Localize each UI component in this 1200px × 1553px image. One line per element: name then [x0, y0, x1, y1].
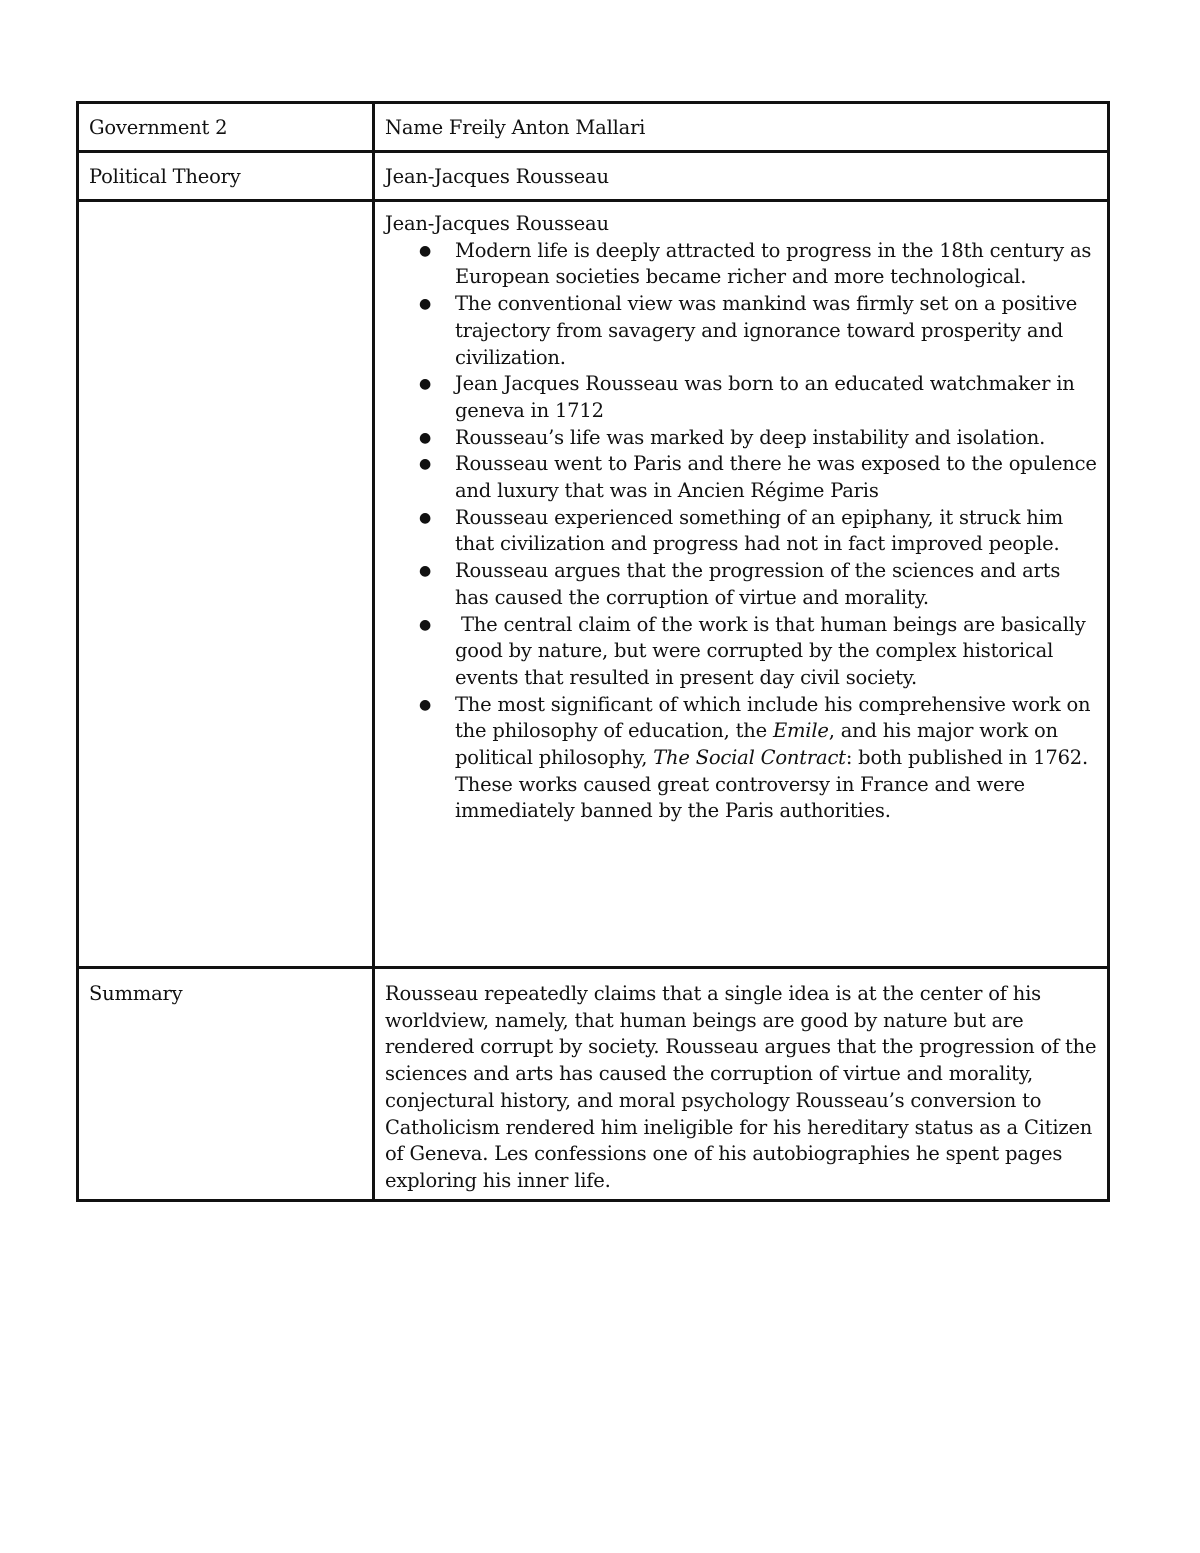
list-item-text: Rousseau’s life was marked by deep instability and isolation.	[455, 425, 1046, 449]
list-item	[419, 612, 1097, 692]
list-item	[419, 425, 1097, 452]
list-item-text: The conventional view was mankind was firmly set on a positive trajectory from savagery and ignorance toward prosperity and civilization.	[455, 292, 1078, 369]
notes-heading: Jean-Jacques Rousseau	[385, 212, 609, 235]
list-item	[419, 371, 1097, 424]
bullet-icon: ●	[419, 616, 432, 633]
list-item	[419, 505, 1097, 558]
list-item	[419, 558, 1097, 611]
list-item	[419, 238, 1097, 291]
list-item-text	[455, 693, 1090, 823]
bullet-icon: ●	[419, 296, 432, 313]
list-item-text: Jean Jacques Rousseau was born to an educated watchmaker in geneva in 1712	[455, 372, 1075, 422]
table-row	[78, 152, 1109, 201]
list-item	[419, 291, 1097, 371]
list-item-text: The central claim of the work is that human beings are basically good by nature, but were corrupted by the complex historical events that resulted in present day civil society.	[455, 612, 1092, 689]
bullet-icon: ●	[419, 563, 432, 580]
summary-cell	[374, 968, 1109, 1201]
notes-cell	[374, 201, 1109, 968]
bullet-icon: ●	[419, 429, 432, 446]
list-item-text: Modern life is deeply attracted to progress in the 18th century as European societies became richer and more technological.	[455, 238, 1092, 289]
notes-list	[385, 238, 1097, 825]
list-item	[419, 692, 1097, 826]
bullet-icon: ●	[419, 509, 432, 526]
subject-cell: Political Theory	[78, 152, 374, 201]
social-contract-title: The Social Contract	[653, 746, 846, 770]
summary-label-cell: Summary	[78, 968, 374, 1201]
topic-cell: Jean-Jacques Rousseau	[374, 152, 1109, 201]
bullet-icon: ●	[419, 376, 432, 393]
last-item-part-1: The most significant of which include his comprehensive work on the philosophy of education, the	[455, 692, 1091, 743]
bullet-icon: ●	[419, 696, 432, 713]
notes-table	[76, 101, 1110, 1202]
empty-label-cell	[78, 201, 374, 968]
last-item-part-3: : both published in 1762. These works caused great controversy in France and were immediately banned by the Paris authorities.	[455, 746, 1088, 823]
bullet-icon: ●	[419, 456, 432, 473]
course-cell: Government 2	[78, 103, 374, 152]
summary-text: Rousseau repeatedly claims that a single idea is at the center of his worldview, namely, that human beings are good by nature but are rendered corrupt by society. Rousseau argues that the progression of the sciences and arts has caused the corruption of virtue and morality, conjectural history, and moral psychology Rousseau’s conversion to Catholicism rendered him ineligible for his hereditary status as a Citizen of Geneva. Les confessions one of his autobiographies he spent pages exploring his inner life.	[385, 982, 1097, 1192]
table-row	[78, 201, 1109, 968]
student-name-cell: Name Freily Anton Mallari	[374, 103, 1109, 152]
list-item-text: Rousseau went to Paris and there he was exposed to the opulence and luxury that was in Ancien Régime Paris	[455, 452, 1097, 503]
table-row	[78, 968, 1109, 1201]
list-item-text: Rousseau experienced something of an epiphany, it struck him that civilization and progress had not in fact improved people.	[455, 505, 1063, 556]
emile-title: Emile	[772, 719, 829, 743]
last-item-part-2: , and his major work on political philosophy,	[455, 719, 1058, 770]
list-item-text: Rousseau argues that the progression of the sciences and arts has caused the corruption of virtue and morality.	[455, 559, 1061, 609]
table-row	[78, 103, 1109, 152]
bullet-icon: ●	[419, 242, 432, 259]
list-item	[419, 451, 1097, 504]
